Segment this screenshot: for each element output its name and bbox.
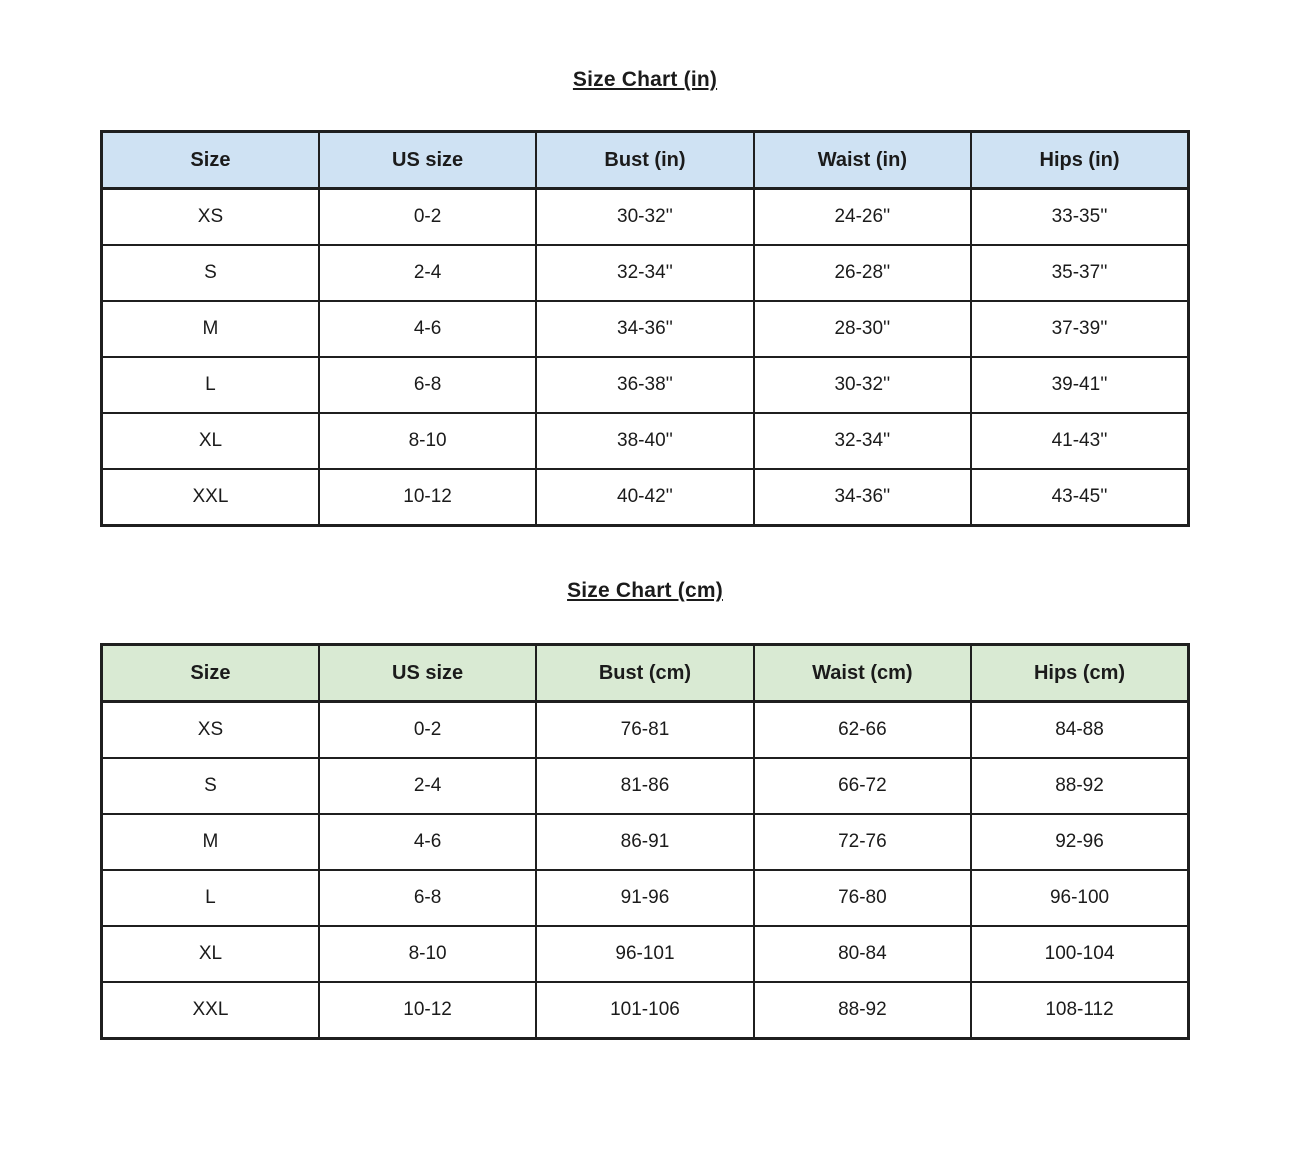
table-cell: 76-81: [536, 702, 753, 759]
table-cell: S: [102, 245, 319, 301]
table-cell: 96-101: [536, 926, 753, 982]
column-header: Waist (in): [754, 132, 971, 189]
table-cell: 37-39'': [971, 301, 1188, 357]
size-chart-cm-title: Size Chart (cm): [567, 579, 723, 602]
table-cell: 40-42'': [536, 469, 753, 526]
table-cell: 30-32'': [536, 189, 753, 246]
column-header: Size: [102, 132, 319, 189]
table-cell: 92-96: [971, 814, 1188, 870]
table-cell: 38-40'': [536, 413, 753, 469]
table-cell: 8-10: [319, 926, 536, 982]
size-chart-in-title: Size Chart (in): [572, 68, 718, 91]
table-cell: 86-91: [536, 814, 753, 870]
size-chart-in-section: [100, 68, 1190, 527]
table-cell: 10-12: [319, 982, 536, 1039]
table-cell: 81-86: [536, 758, 753, 814]
table-cell: 36-38'': [536, 357, 753, 413]
table-cell: 39-41'': [971, 357, 1188, 413]
table-cell: 100-104: [971, 926, 1188, 982]
table-cell: L: [102, 357, 319, 413]
table-cell: M: [102, 301, 319, 357]
column-header: Waist (cm): [754, 645, 971, 702]
column-header: Size: [102, 645, 319, 702]
table-cell: 88-92: [971, 758, 1188, 814]
table-cell: 88-92: [754, 982, 971, 1039]
table-row: [102, 982, 1189, 1039]
table-row: [102, 413, 1189, 469]
table-cell: 10-12: [319, 469, 536, 526]
table-row: [102, 245, 1189, 301]
table-row: [102, 469, 1189, 526]
table-cell: 0-2: [319, 189, 536, 246]
table-cell: 84-88: [971, 702, 1188, 759]
table-cell: 26-28'': [754, 245, 971, 301]
table-cell: XL: [102, 926, 319, 982]
table-cell: 4-6: [319, 814, 536, 870]
table-cell: 32-34'': [754, 413, 971, 469]
table-row: [102, 870, 1189, 926]
table-cell: XS: [102, 702, 319, 759]
column-header: US size: [319, 132, 536, 189]
table-row: [102, 189, 1189, 246]
table-row: [102, 301, 1189, 357]
table-cell: 43-45'': [971, 469, 1188, 526]
table-cell: 41-43'': [971, 413, 1188, 469]
table-cell: 32-34'': [536, 245, 753, 301]
size-chart-cm-table: [100, 643, 1190, 1040]
table-cell: M: [102, 814, 319, 870]
table-cell: 2-4: [319, 758, 536, 814]
table-cell: 8-10: [319, 413, 536, 469]
column-header: Bust (in): [536, 132, 753, 189]
table-cell: 80-84: [754, 926, 971, 982]
table-cell: 76-80: [754, 870, 971, 926]
table-row: [102, 702, 1189, 759]
table-cell: XXL: [102, 982, 319, 1039]
size-chart-in-table: [100, 130, 1190, 527]
table-cell: 6-8: [319, 870, 536, 926]
table-cell: 91-96: [536, 870, 753, 926]
table-row: [102, 357, 1189, 413]
table-cell: 4-6: [319, 301, 536, 357]
table-cell: 96-100: [971, 870, 1188, 926]
table-cell: 2-4: [319, 245, 536, 301]
table-cell: 66-72: [754, 758, 971, 814]
table-cell: XL: [102, 413, 319, 469]
column-header: US size: [319, 645, 536, 702]
table-cell: 33-35'': [971, 189, 1188, 246]
header-row: [102, 645, 1189, 702]
table-cell: 34-36'': [536, 301, 753, 357]
table-cell: 35-37'': [971, 245, 1188, 301]
table-cell: XS: [102, 189, 319, 246]
table-cell: 24-26'': [754, 189, 971, 246]
table-row: [102, 814, 1189, 870]
table-row: [102, 926, 1189, 982]
table-cell: 101-106: [536, 982, 753, 1039]
size-chart-cm-section: [100, 579, 1190, 1040]
header-row: [102, 132, 1189, 189]
table-cell: 6-8: [319, 357, 536, 413]
column-header: Bust (cm): [536, 645, 753, 702]
table-cell: 108-112: [971, 982, 1188, 1039]
table-cell: 28-30'': [754, 301, 971, 357]
column-header: Hips (in): [971, 132, 1188, 189]
column-header: Hips (cm): [971, 645, 1188, 702]
table-cell: S: [102, 758, 319, 814]
table-cell: 0-2: [319, 702, 536, 759]
table-row: [102, 758, 1189, 814]
table-cell: 34-36'': [754, 469, 971, 526]
table-cell: 30-32'': [754, 357, 971, 413]
table-cell: XXL: [102, 469, 319, 526]
table-cell: 62-66: [754, 702, 971, 759]
table-cell: 72-76: [754, 814, 971, 870]
table-cell: L: [102, 870, 319, 926]
